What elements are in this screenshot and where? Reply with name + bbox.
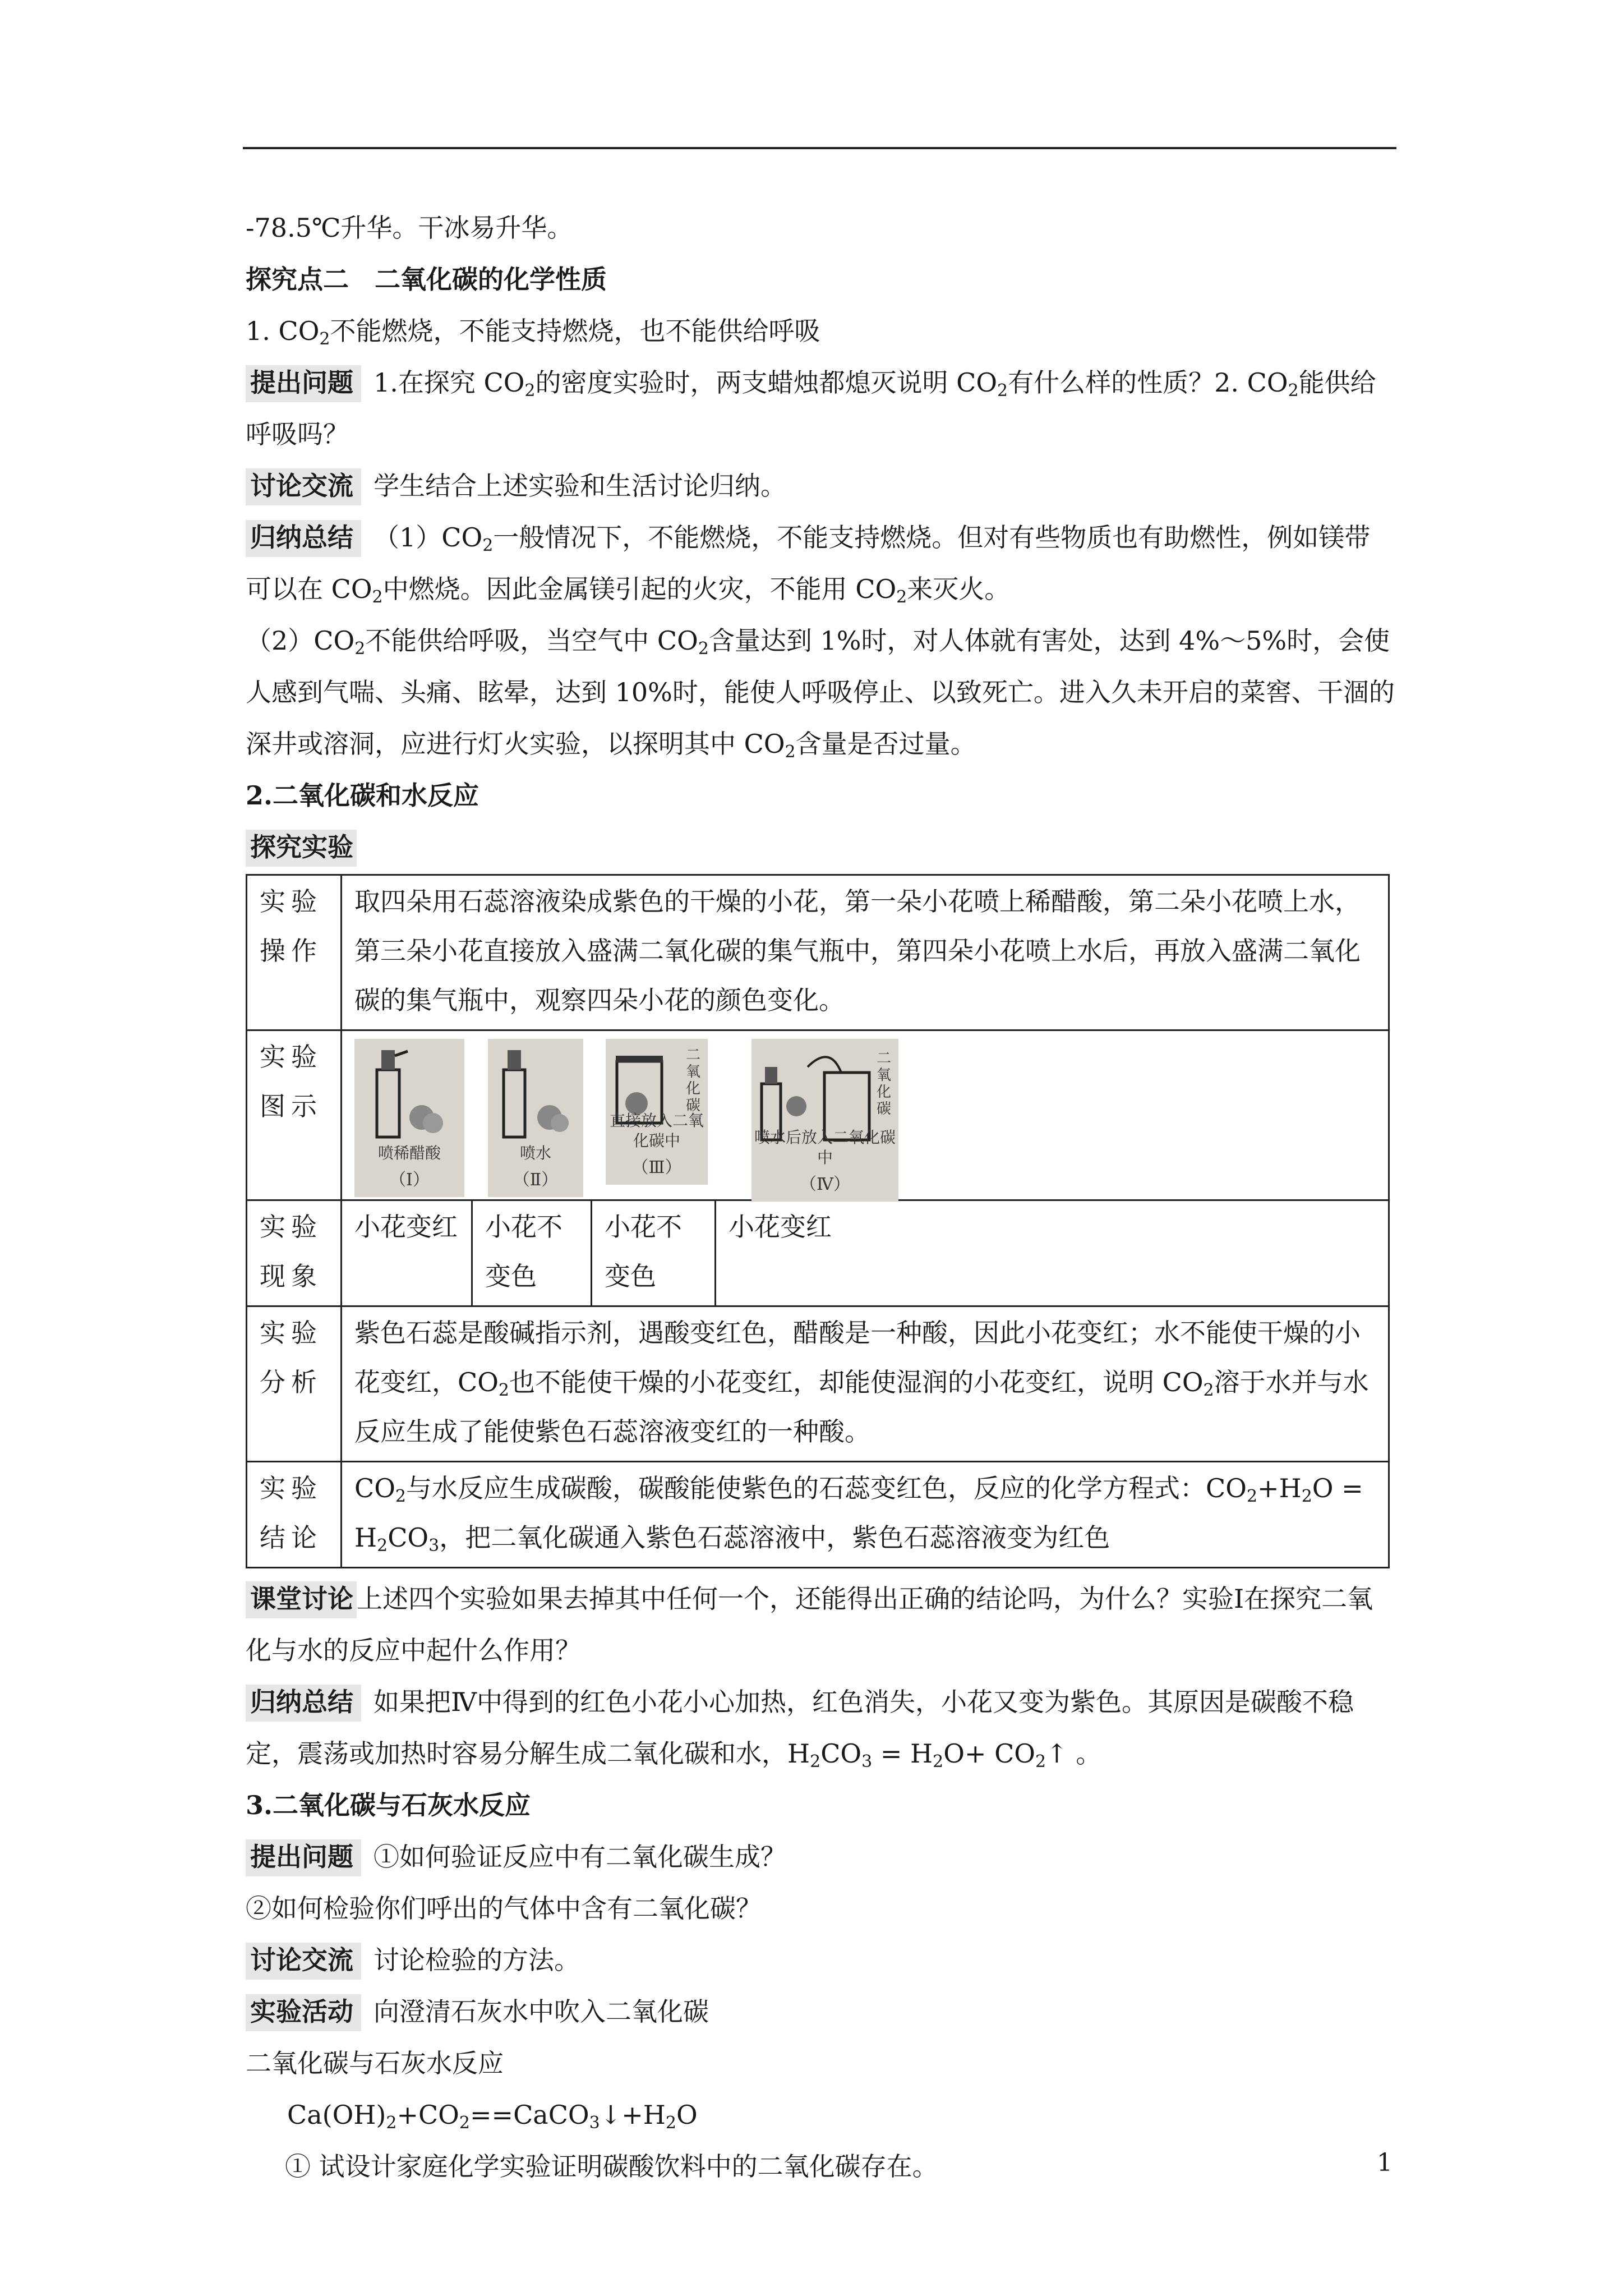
summary-tag: 归纳总结: [246, 520, 361, 557]
discussion-1: 讨论交流 学生结合上述实验和生活讨论归纳。: [246, 460, 1395, 512]
observation-cell: 小花变红: [342, 1200, 472, 1306]
summary-2: 归纳总结 如果把Ⅳ中得到的红色小花小心加热，红色消失，小花又变为紫色。其原因是碳酸不稳定，震荡或加热时容易分解生成二氧化碳和水，$H_2CO_3 = H_2O+$ $CO_2↑$ 。: [246, 1676, 1395, 1779]
table-row-conclusion: [247, 1462, 1389, 1568]
page-number: 1: [1377, 2148, 1393, 2177]
lime-water-title: 二氧化碳与石灰水反应: [246, 2048, 504, 2078]
question-2: 提出问题 ①如何验证反应中有二氧化碳生成？: [246, 1831, 1395, 1883]
conclusion-text: $CO_2$与水反应生成碳酸，碳酸能使紫色的石蕊变红色，反应的化学方程式：$CO_2+H_2O = H_2CO_3$，把二氧化碳通入紫色石蕊溶液中，紫色石蕊溶液变为红色: [342, 1462, 1389, 1568]
item-3: 3.二氧化碳与石灰水反应: [246, 1790, 531, 1820]
text-line-sublimation: -78.5℃升华。干冰易升华。: [246, 213, 573, 243]
question-1: 提出问题 1.在探究 $CO_2$的密度实验时，两支蜡烛都熄灭说明 $CO_2$有什么样的性质？2. $CO_2$能供给呼吸吗？: [246, 357, 1395, 460]
spray-bottle-flower-icon: 喷水 （Ⅱ）: [488, 1039, 583, 1197]
summary-1-part-2: $(2)CO_2$不能供给呼吸，当空气中 $CO_2$含量达到 1%时，对人体就有害处，达到 4%～5%时，会使人感到气喘、头痛、眩晕，达到 10%时，能使人呼吸停止、以致死亡。进入久未开启的菜窖、干涸的深井或溶洞，应进行灯火实验，以探明其中 $CO_2$含量是否过量。: [246, 625, 1395, 762]
table-row-images: [247, 1030, 1389, 1200]
experiment-table: [246, 874, 1390, 1568]
experiment-activity: 实验活动 向澄清石灰水中吹入二氧化碳: [246, 1986, 1395, 2037]
header-rule: [243, 147, 1396, 149]
spray-bottle-flower-icon: 喷稀醋酸 （Ⅰ）: [354, 1039, 464, 1197]
table-row-analysis: [247, 1306, 1389, 1462]
discussion-2: 讨论交流 讨论检验的方法。: [246, 1934, 1395, 1986]
row-head-operation: 实验操作: [247, 875, 342, 1030]
home-experiment-task: ① 试设计家庭化学实验证明碳酸饮料中的二氧化碳存在。: [285, 2151, 938, 2182]
discussion-tag: 讨论交流: [246, 1943, 361, 1980]
experiment-images: [354, 1031, 1382, 1199]
question-tag: 提出问题: [246, 365, 361, 402]
activity-tag: 实验活动: [246, 1994, 361, 2031]
class-discussion-tag: 课堂讨论: [246, 1581, 357, 1618]
observation-cell: 小花不变色: [592, 1200, 716, 1306]
observation-cell: 小花不变色: [472, 1200, 592, 1306]
table-row-observation: [247, 1200, 1389, 1306]
chemical-equation: $Ca(OH)_2+CO_2==CaCO_3↓+H_2O$: [287, 2100, 698, 2133]
question-tag: 提出问题: [246, 1839, 361, 1876]
row-head-conclusion: 实验结论: [247, 1462, 342, 1568]
summary-tag: 归纳总结: [246, 1685, 361, 1722]
class-discussion: 课堂讨论 上述四个实验如果去掉其中任何一个，还能得出正确的结论吗，为什么？实验Ⅰ在探究二氧化与水的反应中起什么作用？: [246, 1573, 1395, 1676]
row-head-images: 实验图示: [247, 1030, 342, 1200]
row-head-analysis: 实验分析: [247, 1306, 342, 1462]
explore-label: 探究实验: [246, 821, 1395, 873]
item-2: 2.二氧化碳和水反应: [246, 780, 479, 811]
row-head-observation: 实验现象: [247, 1200, 342, 1306]
discussion-tag: 讨论交流: [246, 468, 361, 505]
table-row-operation: [247, 875, 1389, 1030]
spray-and-gas-jar-icon: 二氧化碳 喷水后放入二氧化碳中 （Ⅳ）: [751, 1039, 898, 1202]
analysis-text: 紫色石蕊是酸碱指示剂，遇酸变红色，醋酸是一种酸，因此小花变红；水不能使干燥的小花变红，$CO_2$也不能使干燥的小花变红，却能使湿润的小花变红，说明 $CO_2$溶于水并与水反应生成了能使紫色石蕊溶液变红的一种酸。: [342, 1306, 1389, 1462]
gas-jar-flower-icon: 二氧化碳 直接放入二氧化碳中 （Ⅲ）: [606, 1039, 708, 1185]
observation-cell: 小花变红: [716, 1200, 1389, 1306]
summary-1: 归纳总结 $(1)CO_2$一般情况下，不能燃烧，不能支持燃烧。但对有些物质也有助燃性，例如镁带可以在 $CO_2$中燃烧。因此金属镁引起的火灾，不能用 $CO_2$来灭火。: [246, 512, 1395, 615]
page-content: [246, 202, 1395, 2192]
section-title: 探究点二 二氧化碳的化学性质: [246, 264, 607, 295]
item-1: 1. $CO_2$不能燃烧，不能支持燃烧，也不能供给呼吸: [246, 316, 820, 349]
question-2-part-2: ②如何检验你们呼出的气体中含有二氧化碳？: [246, 1893, 762, 1924]
operation-text: 取四朵用石蕊溶液染成紫色的干燥的小花，第一朵小花喷上稀醋酸，第二朵小花喷上水，第三朵小花直接放入盛满二氧化碳的集气瓶中，第四朵小花喷上水后，再放入盛满二氧化碳的集气瓶中，观察四朵小花的颜色变化。: [342, 875, 1389, 1030]
